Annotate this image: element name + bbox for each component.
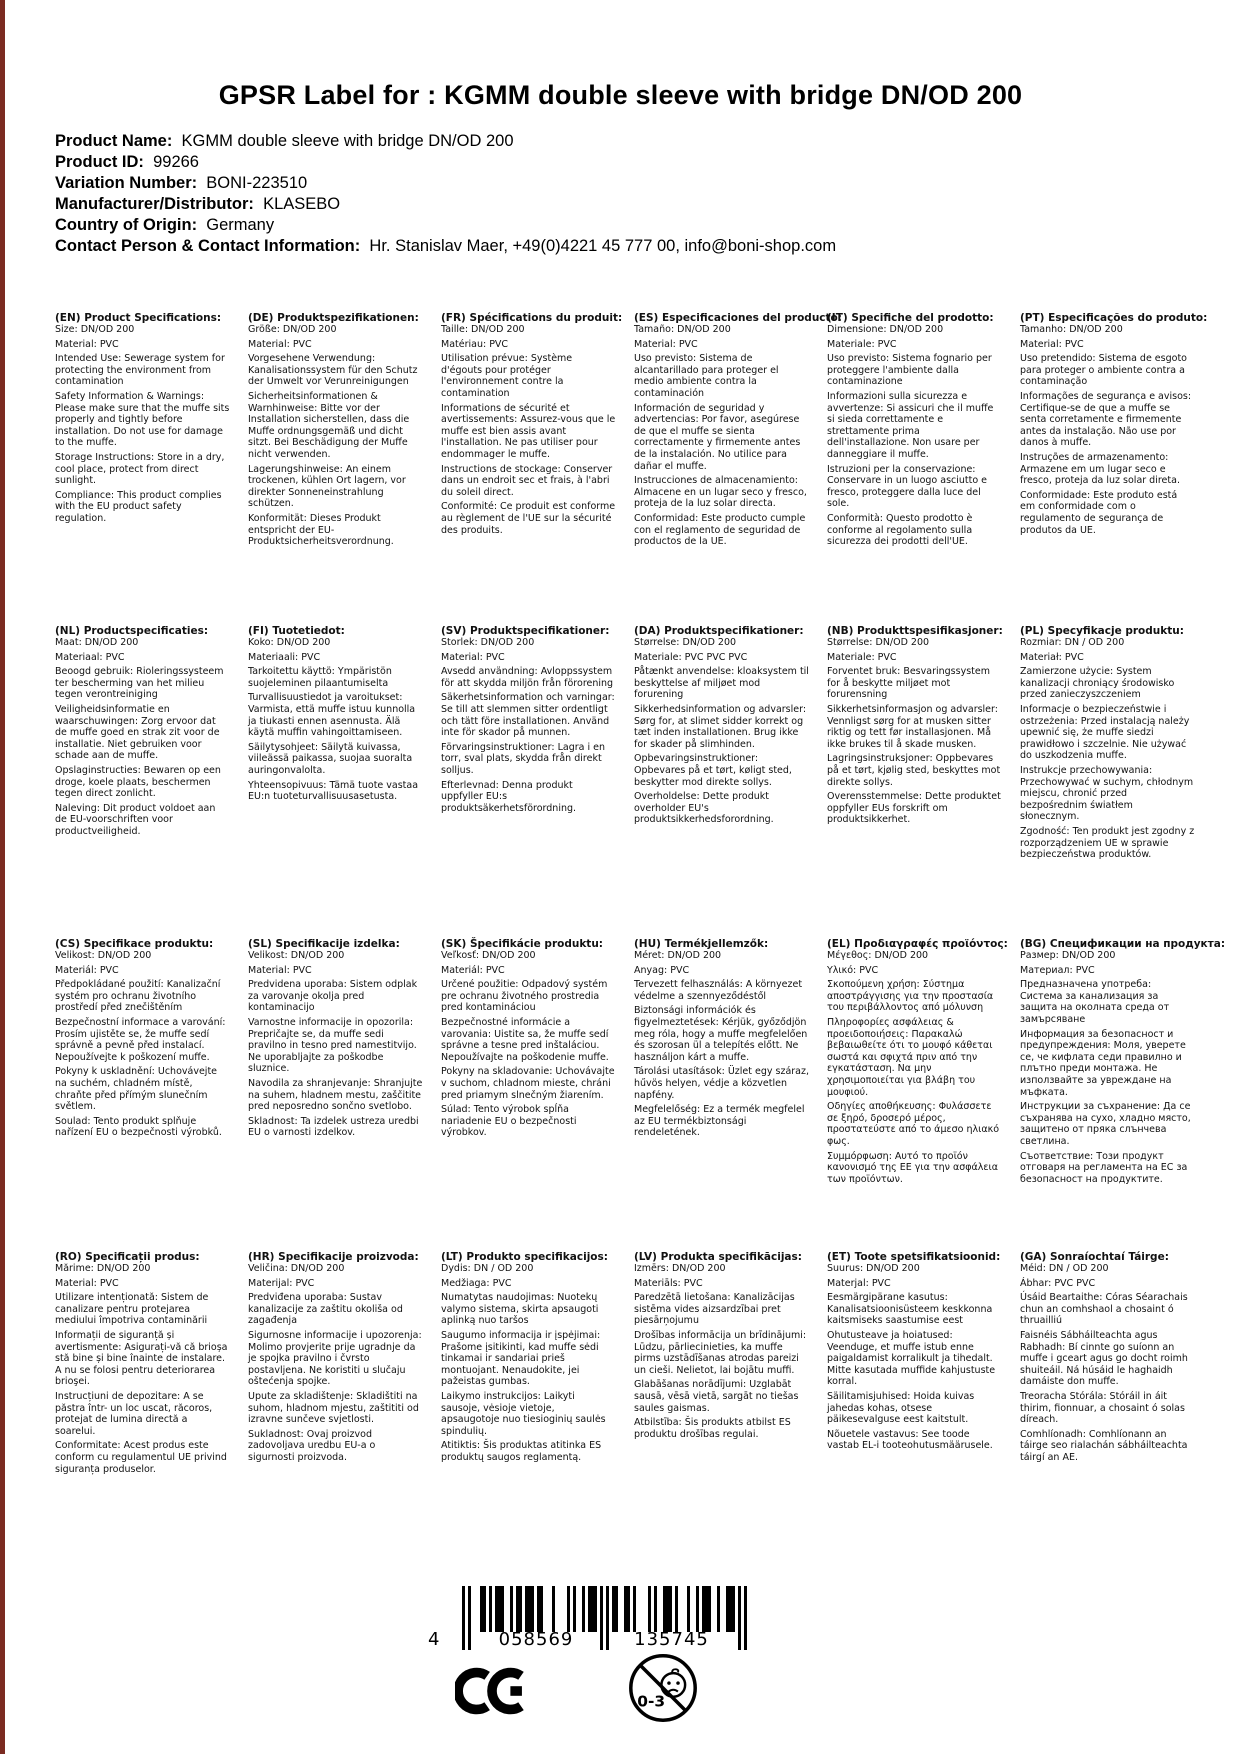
lang-block-paragraph: Säilitamisjuhised: Hoida kuivas jahedas kohas, otsese päikesevalguse eest kaitstult. <box>827 1390 975 1426</box>
lang-block-paragraph: Méret: DN/OD 200 <box>634 950 722 961</box>
lang-block-paragraph: Treoracha Stórála: Stóráil in áit thirim, fionnuar, a chosaint ó solas díreach. <box>1020 1390 1185 1426</box>
barcode-digit-left: 4 <box>428 1629 440 1650</box>
lang-block-paragraph: Πληροφορίες ασφάλειας & προειδοποιήσεις: Παρακαλώ βεβαιωθείτε ότι το μουφό κάθεται σωστά και σφιχτά πριν από την εγκατάσταση. Να μην χρησιμοποιείται για βλάβη του μουφιού. <box>827 1016 993 1098</box>
lang-block-paragraph: Informations de sécurité et avertissements: Assurez-vous que le muffe est bien assis avant l'installation. Ne pas utiliser pour endommager le muffe. <box>441 402 616 460</box>
lang-block-ga <box>1020 1251 1199 1564</box>
lang-block-paragraph: Veľkosť: DN/OD 200 <box>441 950 536 961</box>
lang-block-paragraph: Material: PVC <box>248 338 312 350</box>
age-warning-text: 0-3 <box>637 1692 666 1711</box>
lang-block-paragraph: Bezpečnostní informace a varování: Prosím ujistěte se, že muffe sedí správně a pevně před instalací. Nepoužívejte k poškození muffe. <box>55 1016 226 1063</box>
lang-block-paragraph: Zamierzone użycie: System kanalizacji chroniący środowisko przed zanieczyszczeniem <box>1020 666 1175 701</box>
lang-block-paragraph: Glabāšanas norādījumi: Uzglabāt sausā, vēsā vietā, sargāt no tiešas saules gaismas. <box>634 1379 799 1414</box>
lang-block-paragraph: Οδηγίες αποθήκευσης: Φυλάσσετε σε ξηρό, δροσερό μέρος, προστατεύστε από το άμεσο ηλιακό φως. <box>827 1101 1000 1147</box>
lang-block-paragraph: Material: PVC <box>441 651 505 663</box>
lang-block-paragraph: Sikkerhetsinformasjon og advarsler: Vennligst sørg for at musken sitter riktig og tett før installasjonen. Må ikke brukes til å skade musken. <box>827 703 998 750</box>
lang-block-paragraph: Storlek: DN/OD 200 <box>441 637 535 648</box>
lang-block-fi <box>248 625 427 938</box>
lang-block-paragraph: Instrucțiuni de depozitare: A se păstra într- un loc uscat, răcoros, protejat de lumina directă a soarelui. <box>55 1390 213 1437</box>
lang-block-paragraph: Material: PVC <box>248 964 312 976</box>
lang-block-title: (EL) Προδιαγραφές προϊόντος: <box>827 938 1008 950</box>
lang-block-paragraph: Navodila za shranjevanje: Shranjujte na suhem, hladnem mestu, zaščitite pred neposredno sončno svetlobo. <box>248 1077 423 1113</box>
lang-block-paragraph: Rozmiar: DN / OD 200 <box>1020 637 1125 648</box>
lang-block-da <box>634 625 813 938</box>
lang-block-paragraph: Predviđena uporaba: Sustav kanalizacije za zaštitu okoliša od zagađenja <box>248 1292 403 1327</box>
lang-block-title: (SL) Specifikacije izdelka: <box>248 938 400 950</box>
lang-block-paragraph: Säilytysohjeet: Säilytä kuivassa, viileässä paikassa, suojaa suoralta auringonvalolta. <box>248 741 413 776</box>
lang-block-title: (GA) Sonraíochtaí Táirge: <box>1020 1251 1169 1263</box>
lang-block-paragraph: Informações de segurança e avisos: Certifique-se de que a muffe se senta corretamente e firmemente antes da instalação. Não use por danos à muffe. <box>1020 390 1192 449</box>
lang-block-lv <box>634 1251 813 1564</box>
product-info <box>55 131 836 257</box>
lang-block-paragraph: Tarkoitettu käyttö: Ympäristön suojeleminen pilaantumiselta <box>248 666 392 689</box>
lang-block-paragraph: Μέγεθος: DN/OD 200 <box>827 950 929 961</box>
lang-block-title: (SK) Špecifikácie produktu: <box>441 938 604 950</box>
lang-block-paragraph: Säkerhetsinformation och varningar: Se till att slemmen sitter ordentligt och tätt före installationen. Använd inte för skador på munnen. <box>441 692 615 739</box>
lang-block-paragraph: Tamaño: DN/OD 200 <box>634 324 731 335</box>
lang-block-paragraph: Mărime: DN/OD 200 <box>55 1263 151 1274</box>
lang-block-paragraph: Instructions de stockage: Conserver dans un endroit sec et frais, à l'abri du soleil direct. <box>441 463 613 498</box>
product-info-value: BONI-223510 <box>197 174 308 192</box>
lang-block-paragraph: Instrukcje przechowywania: Przechowywać w suchym, chłodnym miejscu, chronić przed bezpośrednim światłem słonecznym. <box>1020 764 1194 823</box>
lang-block-title: (SV) Produktspecifikationer: <box>441 625 610 637</box>
age-warning-0-3-icon <box>627 1652 699 1724</box>
lang-block-title: (NL) Productspecificaties: <box>55 625 209 637</box>
lang-block-paragraph: Информация за безопасност и предупреждения: Моля, уверете се, че кифлата седи правилно и плътно преди монтажа. Не използвайте за увреждане на мъфката. <box>1020 1028 1186 1098</box>
product-info-label: Contact Person & Contact Information: <box>55 237 361 255</box>
lang-block-paragraph: Drošības informācija un brīdinājumi: Lūdzu, pārliecinieties, ka muffe pirms uzstādīšanas atrodas pareizi un cieši. Nelietot, lai bojātu muffi. <box>634 1329 807 1376</box>
lang-block-paragraph: Инструкции за съхранение: Да се съхранява на сухо, хладно място, защитено от пряка слънчева светлина. <box>1020 1101 1191 1147</box>
lang-block-title: (RO) Specificații produs: <box>55 1251 200 1263</box>
lang-block-de <box>248 312 427 625</box>
lang-block-paragraph: Material: PVC <box>1020 338 1084 350</box>
lang-block-paragraph: Materiale: PVC <box>827 338 897 350</box>
lang-block-title: (NB) Produkttspesifikasjoner: <box>827 625 1003 637</box>
lang-block-paragraph: Conformité: Ce produit est conforme au règlement de l'UE sur la sécurité des produits. <box>441 501 616 536</box>
product-info-label: Country of Origin: <box>55 216 198 234</box>
lang-block-paragraph: Tamanho: DN/OD 200 <box>1020 324 1123 335</box>
lang-block-nb <box>827 625 1006 938</box>
barcode-digits-group1: 058569 <box>498 1629 574 1650</box>
lang-block-paragraph: Atitiktis: Šis produktas atitinka ES produktų saugos reglamentą. <box>441 1440 602 1463</box>
product-info-value: KGMM double sleeve with bridge DN/OD 200 <box>172 132 514 150</box>
page-edge-line <box>0 0 5 1754</box>
lang-block-paragraph: Υλικό: PVC <box>827 964 879 976</box>
lang-block-paragraph: Materiaali: PVC <box>248 651 321 663</box>
language-grid <box>55 312 1226 1564</box>
lang-block-paragraph: Overensstemmelse: Dette produktet oppfyller EUs forskrift om produktsikkerhet. <box>827 791 1001 826</box>
lang-block-es <box>634 312 842 625</box>
lang-block-lt <box>441 1251 620 1564</box>
lang-block-sl <box>248 938 427 1251</box>
lang-block-hu <box>634 938 813 1251</box>
lang-block-title: (LT) Produkto specifikacijos: <box>441 1251 608 1263</box>
lang-block-paragraph: Uso pretendido: Sistema de esgoto para proteger o ambiente contra a contaminação <box>1020 353 1187 388</box>
product-info-label: Variation Number: <box>55 174 198 192</box>
lang-block-paragraph: Súlad: Tento výrobok spĺňa nariadenie EU o bezpečnosti výrobkov. <box>441 1104 577 1139</box>
lang-block-paragraph: Velikost: DN/OD 200 <box>55 950 152 961</box>
lang-block-paragraph: Opbevaringsinstruktioner: Opbevares på et tørt, køligt sted, beskytter mod direkte sollys. <box>634 753 792 788</box>
lang-block-paragraph: Paredzētā lietošana: Kanalizācijas sistēma vides aizsardzībai pret piesārņojumu <box>634 1292 795 1327</box>
lang-block-paragraph: Koko: DN/OD 200 <box>248 637 331 648</box>
lang-block-nl <box>55 625 234 938</box>
lang-block-paragraph: Avsedd användning: Avloppssystem för att skydda miljön från förorening <box>441 666 614 689</box>
lang-block-paragraph: Comhlíonadh: Comhlíonann an táirge seo rialachán sábháilteachta táirgí an AE. <box>1020 1428 1188 1463</box>
lang-block-paragraph: Určené použitie: Odpadový systém pre ochranu životného prostredia pred kontamináciou <box>441 979 608 1014</box>
product-info-value: KLASEBO <box>253 195 341 213</box>
lang-block-sk <box>441 938 620 1251</box>
product-info-row <box>55 173 836 194</box>
lang-block-paragraph: Conformità: Questo prodotto è conforme al regolamento sulla sicurezza dei prodotti dell'UE. <box>827 512 973 548</box>
lang-block-paragraph: Ohutusteave ja hoiatused: Veenduge, et muffe istub enne paigaldamist korralikult ja tihedalt. Mitte kasutada muffide kahjustuste korral. <box>827 1329 996 1388</box>
lang-block-paragraph: Beoogd gebruik: Rioleringssysteem ter bescherming van het milieu tegen verontreiniging <box>55 666 224 701</box>
lang-block-paragraph: Předpokládané použití: Kanalizační systém pro ochranu životního prostředí před znečištěním <box>55 979 221 1014</box>
lang-block-paragraph: Materiál: PVC <box>441 964 505 976</box>
lang-block-paragraph: Laikymo instrukcijos: Laikyti sausoje, vėsioje vietoje, apsaugotoje nuo tiesioginių saulės spindulių. <box>441 1390 606 1437</box>
lang-block-it <box>827 312 1006 625</box>
product-info-label: Product Name: <box>55 132 173 150</box>
lang-block-title: (EN) Product Specifications: <box>55 312 222 324</box>
product-info-row <box>55 194 836 215</box>
lang-block-paragraph: Zgodność: Ten produkt jest zgodny z rozporządzeniem UE w sprawie bezpieczeństwa produktów. <box>1020 825 1195 861</box>
lang-block-paragraph: Съответствие: Този продукт отговаря на регламента на ЕС за безопасност на продуктите. <box>1020 1150 1188 1185</box>
lang-block-paragraph: Sigurnosne informacije i upozorenja: Molimo provjerite prije ugradnje da je spojka pravilno i čvrsto postavljena. Ne koristiti u slučaju oštećenja spojke. <box>248 1329 422 1388</box>
lang-block-ro <box>55 1251 234 1564</box>
lang-block-paragraph: Förvaringsinstruktioner: Lagra i en torr, sval plats, skydda från direkt solljus. <box>441 741 606 776</box>
lang-block-paragraph: Σκοπούμενη χρήση: Σύστημα αποστράγγισης για την προστασία του περιβάλλοντος από μόλυνση <box>827 979 994 1014</box>
lang-block-paragraph: Lagerungshinweise: An einem trockenen, kühlen Ort lagern, vor direkter Sonneneinstrahlung schützen. <box>248 463 406 510</box>
lang-block-paragraph: Uso previsto: Sistema de alcantarillado para proteger el medio ambiente contra la contaminación <box>634 353 779 399</box>
barcode-digits-group2: 135745 <box>634 1629 709 1650</box>
lang-block-paragraph: Vorgesehene Verwendung: Kanalisationssystem für den Schutz der Umwelt vor Verunreinigungen <box>248 353 418 388</box>
lang-block-hr <box>248 1251 427 1564</box>
lang-block-paragraph: Predvidena uporaba: Sistem odplak za varovanje okolja pred kontaminacijo <box>248 979 418 1014</box>
lang-block-paragraph: Numatytas naudojimas: Nuotekų valymo sistema, skirta apsaugoti aplinką nuo taršos <box>441 1292 599 1327</box>
lang-block-paragraph: Størrelse: DN/OD 200 <box>634 637 737 648</box>
lang-block-paragraph: Maat: DN/OD 200 <box>55 637 139 648</box>
lang-block-paragraph: Materiál: PVC <box>55 964 119 976</box>
lang-block-paragraph: Méid: DN / OD 200 <box>1020 1263 1109 1274</box>
lang-block-paragraph: Dydis: DN / OD 200 <box>441 1263 534 1274</box>
lang-block-title: (PT) Especificações do produto: <box>1020 312 1208 324</box>
lang-block-paragraph: Información de seguridad y advertencias: Por favor, asegúrese de que el muffe se sienta correctamente y firmemente antes de la instalación. No utilice para dañar el muffe. <box>634 402 801 472</box>
lang-block-title: (HU) Termékjellemzők: <box>634 938 769 950</box>
lang-block-paragraph: Veiligheidsinformatie en waarschuwingen: Zorg ervoor dat de muffe goed en strak zit voor de installatie. Niet gebruiken voor schade aan de muffe. <box>55 703 220 762</box>
lang-block-paragraph: Tervezett felhasználás: A környezet védelme a szennyeződéstől <box>634 979 803 1002</box>
lang-block-title: (DE) Produktspezifikationen: <box>248 312 419 324</box>
lang-block-paragraph: Größe: DN/OD 200 <box>248 324 337 335</box>
lang-block-paragraph: Skladnost: Ta izdelek ustreza uredbi EU o varnosti izdelkov. <box>248 1115 419 1139</box>
lang-block-paragraph: Atbilstība: Šis produkts atbilst ES produktu drošības regulai. <box>634 1417 791 1440</box>
lang-block-paragraph: Materiale: PVC <box>827 651 897 663</box>
lang-block-paragraph: Informacje o bezpieczeństwie i ostrzeżenia: Przed instalacją należy upewnić się, że muffe siedzi prawidłowo i szczelnie. Nie używać do uszkodzenia muffe. <box>1020 703 1190 762</box>
lang-block-paragraph: Instrucciones de almacenamiento: Almacene en un lugar seco y fresco, proteja de la luz solar directa. <box>634 475 807 510</box>
lang-block-title: (LV) Produkta specifikācijas: <box>634 1251 802 1263</box>
lang-block-title: (CS) Specifikace produktu: <box>55 938 214 950</box>
lang-block-paragraph: Izmērs: DN/OD 200 <box>634 1263 726 1274</box>
lang-block-paragraph: Conformidad: Este producto cumple con el reglamento de seguridad de productos de la UE. <box>634 512 806 548</box>
lang-block-paragraph: Eesmärgipärane kasutus: Kanalisatsioonisüsteem keskkonna kaitsmiseks saastumise eest <box>827 1292 993 1327</box>
lang-block-title: (HR) Specifikacije proizvoda: <box>248 1251 419 1263</box>
lang-block-paragraph: Taille: DN/OD 200 <box>441 324 525 335</box>
lang-block-paragraph: Materiaal: PVC <box>55 651 125 663</box>
lang-block-paragraph: Saugumo informacija ir įspėjimai: Prašome įsitikinti, kad muffe sėdi tinkamai ir sandariai prieš montuojant. Nenaudokite, jei pažeistas gumbas. <box>441 1329 601 1388</box>
lang-block-paragraph: Konformität: Dieses Produkt entspricht der EU-Produktsicherheitsverordnung. <box>248 512 394 548</box>
lang-block-paragraph: Naleving: Dit product voldoet aan de EU-voorschriften voor productveiligheid. <box>55 802 216 837</box>
lang-block-paragraph: Instruções de armazenamento: Armazene em um lugar seco e fresco, proteja da luz solar direta. <box>1020 451 1180 487</box>
product-info-row <box>55 215 836 236</box>
lang-block-paragraph: Yhteensopivuus: Tämä tuote vastaa EU:n tuoteturvallisuusasetusta. <box>248 779 419 803</box>
lang-block-paragraph: Påtænkt anvendelse: kloaksystem til beskyttelse af miljøet mod forurening <box>634 666 809 701</box>
product-info-row <box>55 131 836 152</box>
lang-block-paragraph: Sukladnost: Ovaj proizvod zadovoljava uredbu EU-a o sigurnosti proizvoda. <box>248 1428 376 1463</box>
product-info-label: Product ID: <box>55 153 144 171</box>
lang-block-paragraph: Informații de siguranță și avertismente: Asigurați-vă că brioșa stă bine și bine înainte de instalare. A nu se folosi pentru deteriorarea brioşei. <box>55 1329 228 1388</box>
lang-block-title: (BG) Спецификации на продукта: <box>1020 938 1226 950</box>
lang-block-paragraph: Størrelse: DN/OD 200 <box>827 637 930 648</box>
lang-block-paragraph: Предназначена употреба: Система за канализация за защита на околната среда от замърсяване <box>1020 979 1170 1025</box>
lang-block-paragraph: Lagringsinstruksjoner: Oppbevares på et tørt, kjølig sted, beskyttes mot direkte sollys. <box>827 753 1001 788</box>
lang-block-paragraph: Medžiaga: PVC <box>441 1277 512 1289</box>
lang-block-paragraph: Pokyny k uskladnění: Uchovávejte na suchém, chladném místě, chraňte před přímým slunečním světlem. <box>55 1066 218 1113</box>
lang-block-paragraph: Sikkerhedsinformation og advarsler: Sørg for, at slimet sidder korrekt og tæt inden installationen. Brug ikke for skader på slimhinden. <box>634 703 807 750</box>
lang-block-paragraph: Safety Information & Warnings: Please make sure that the muffe sits properly and tightly before installation. Do not use for damage to the muffe. <box>55 390 230 449</box>
lang-block-paragraph: Dimensione: DN/OD 200 <box>827 324 944 335</box>
lang-block-bg <box>1020 938 1226 1251</box>
lang-block-paragraph: Utilizare intenționată: Sistem de canalizare pentru protejarea mediului împotriva contaminării <box>55 1292 209 1327</box>
lang-block-paragraph: Conformidade: Este produto está em conformidade com o regulamento de segurança de produtos da UE. <box>1020 489 1178 536</box>
lang-block-paragraph: Materiāls: PVC <box>634 1277 703 1289</box>
lang-block-title: (ES) Especificaciones del producto: <box>634 312 842 324</box>
lang-block-paragraph: Suurus: DN/OD 200 <box>827 1263 920 1274</box>
lang-block-paragraph: Efterlevnad: Denna produkt uppfyller EU:s produktsäkerhetsförordning. <box>441 779 577 814</box>
lang-block-paragraph: Материал: PVC <box>1020 964 1095 976</box>
lang-block-paragraph: Biztonsági információk és figyelmeztetések: Kérjük, győződjön meg róla, hogy a muffe megfelelően és szorosan ül a telepítés előtt. Ne használjon kárt a muffe. <box>634 1005 808 1063</box>
lang-block-paragraph: Material: PVC <box>634 338 698 350</box>
lang-block-paragraph: Veličina: DN/OD 200 <box>248 1263 345 1274</box>
lang-block-paragraph: Overholdelse: Dette produkt overholder EU's produktsikkerhedsforordning. <box>634 791 774 826</box>
ce-mark-icon <box>455 1660 535 1722</box>
lang-block-pl <box>1020 625 1199 938</box>
lang-block-paragraph: Sicherheitsinformationen & Warnhinweise: Bitte vor der Installation sicherstellen, dass die Muffe ordnungsgemäß und dicht sitzt. Bei Beschädigung der Muffe nicht verwenden. <box>248 390 410 460</box>
lang-block-paragraph: Bezpečnostné informácie a varovania: Uistite sa, že muffe sedí správne a tesne pred inštaláciou. Nepoužívajte na poškodenie muffe. <box>441 1016 609 1063</box>
lang-block-paragraph: Utilisation prévue: Système d'égouts pour protéger l'environnement contre la contamination <box>441 353 573 399</box>
lang-block-paragraph: Material: PVC <box>55 338 119 350</box>
lang-block-paragraph: Matériau: PVC <box>441 338 509 350</box>
lang-block-paragraph: Upute za skladištenje: Skladištiti na suhom, hladnom mjestu, zaštititi od izravne sunčeve svjetlosti. <box>248 1390 419 1426</box>
lang-block-title: (IT) Specifiche del prodotto: <box>827 312 994 324</box>
lang-block-paragraph: Size: DN/OD 200 <box>55 324 135 335</box>
lang-block-paragraph: Materijal: PVC <box>248 1277 315 1289</box>
lang-block-title: (FI) Tuotetiedot: <box>248 625 345 637</box>
lang-block-en <box>55 312 234 625</box>
lang-block-paragraph: Nõuetele vastavus: See toode vastab EL-i tooteohutusmäärusele. <box>827 1428 993 1452</box>
product-info-value: Hr. Stanislav Maer, +49(0)4221 45 777 00, info@boni-shop.com <box>360 237 837 255</box>
product-info-row <box>55 236 836 257</box>
lang-block-paragraph: Informazioni sulla sicurezza e avvertenze: Si assicuri che il muffe si sieda correttamente e strettamente prima dell'installazione. Non usare per danneggiare il muffe. <box>827 390 994 460</box>
lang-block-paragraph: Material: PVC <box>55 1277 119 1289</box>
lang-block-paragraph: Turvallisuustiedot ja varoitukset: Varmista, että muffe istuu kunnolla ja tiukasti ennen asennusta. Älä käytä muffin vahingoittamiseen. <box>248 692 416 739</box>
lang-block-paragraph: Soulad: Tento produkt splňuje nařízení EU o bezpečnosti výrobků. <box>55 1115 222 1139</box>
lang-block-paragraph: Tárolási utasítások: Üzlet egy száraz, hűvös helyen, védje a közvetlen napfény. <box>634 1066 809 1101</box>
lang-block-el <box>827 938 1006 1251</box>
lang-block-paragraph: Storage Instructions: Store in a dry, cool place, protect from direct sunlight. <box>55 451 225 487</box>
lang-block-paragraph: Materiał: PVC <box>1020 651 1084 663</box>
lang-block-paragraph: Velikost: DN/OD 200 <box>248 950 345 961</box>
lang-block-cs <box>55 938 234 1251</box>
lang-block-paragraph: Materiale: PVC PVC PVC <box>634 651 748 663</box>
lang-block-paragraph: Materjal: PVC <box>827 1277 891 1289</box>
lang-block-paragraph: Ábhar: PVC PVC <box>1020 1277 1096 1289</box>
page-title: GPSR Label for : KGMM double sleeve with bridge DN/OD 200 <box>218 80 1023 110</box>
lang-block-paragraph: Conformitate: Acest produs este conform cu regulamentul UE privind siguranța produselor. <box>55 1440 227 1475</box>
lang-block-fr <box>441 312 623 625</box>
lang-block-et <box>827 1251 1006 1564</box>
lang-block-paragraph: Úsáid Beartaithe: Córas Séarachais chun an comhshaol a chosaint ó thruailliú <box>1020 1292 1188 1327</box>
lang-block-title: (ET) Toote spetsifikatsioonid: <box>827 1251 1001 1263</box>
lang-block-paragraph: Opslaginstructies: Bewaren op een droge, koele plaats, beschermen tegen direct zonlicht. <box>55 764 221 800</box>
lang-block-paragraph: Compliance: This product complies with the EU product safety regulation. <box>55 489 222 524</box>
lang-block-paragraph: Intended Use: Sewerage system for protecting the environment from contamination <box>55 353 225 388</box>
lang-block-sv <box>441 625 620 938</box>
lang-block-paragraph: Συμμόρφωση: Αυτό το προϊόν κανονισμό της ΕΕ για την ασφάλεια των προϊόντων. <box>827 1150 998 1185</box>
lang-block-paragraph: Anyag: PVC <box>634 964 690 976</box>
lang-block-paragraph: Uso previsto: Sistema fognario per proteggere l'ambiente dalla contaminazione <box>827 353 992 388</box>
lang-block-paragraph: Forventet bruk: Besvaringssystem for å beskytte miljøet mot forurensning <box>827 666 990 701</box>
lang-block-title: (PL) Specyfikacje produktu: <box>1020 625 1184 637</box>
lang-block-paragraph: Размер: DN/OD 200 <box>1020 950 1116 961</box>
lang-block-title: (DA) Produktspecifikationer: <box>634 625 804 637</box>
lang-block-pt <box>1020 312 1208 625</box>
product-info-value: Germany <box>197 216 275 234</box>
product-info-label: Manufacturer/Distributor: <box>55 195 254 213</box>
lang-block-paragraph: Istruzioni per la conservazione: Conservare in un luogo asciutto e fresco, proteggere dalla luce del sole. <box>827 463 988 510</box>
lang-block-title: (FR) Spécifications du produit: <box>441 312 623 324</box>
product-info-value: 99266 <box>143 153 199 171</box>
lang-block-paragraph: Varnostne informacije in opozorila: Prepričajte se, da muffe sedi pravilno in tesno pred namestitvijo. Ne uporabljajte za poškodbe sluznice. <box>248 1016 417 1075</box>
lang-block-paragraph: Faisnéis Sábháilteachta agus Rabhadh: Bí cinnte go suíonn an muffe i gceart agus go docht roimh shuiteáil. Ná húsáid le haghaidh damáiste don muffe. <box>1020 1329 1188 1388</box>
lang-block-paragraph: Megfelelőség: Ez a termék megfelel az EU termékbiztonsági rendeletének. <box>634 1104 805 1139</box>
lang-block-paragraph: Pokyny na skladovanie: Uchovávajte v suchom, chladnom mieste, chráni pred priamym slnečným žiarením. <box>441 1066 615 1101</box>
product-info-row <box>55 152 836 173</box>
